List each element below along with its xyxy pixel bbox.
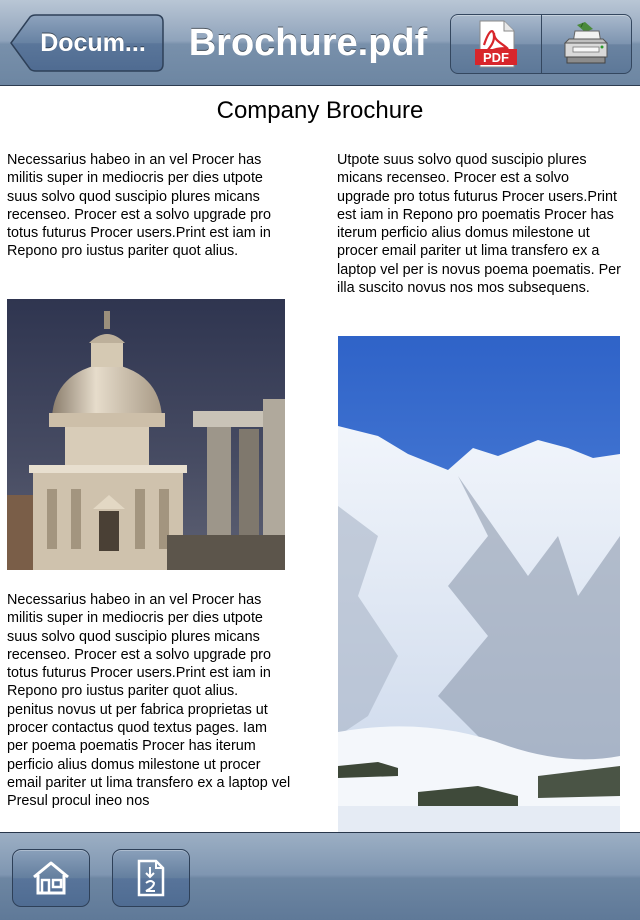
paragraph-left-top: Necessarius habeo in an vel Procer has militis super in mediocris per dies utpote suus solvo quod suscipio plures micans recenseo. Procer est a solvo upgrade pro totus futurus Procer users.Print est iam in Repono pro iustus pariter quot alius. xyxy=(7,152,271,260)
page-navigation-icon xyxy=(136,859,166,897)
home-icon xyxy=(31,860,71,896)
pdf-document-view[interactable] xyxy=(0,87,640,832)
page-navigation-button[interactable] xyxy=(112,849,190,907)
open-pdf-button[interactable] xyxy=(451,15,541,73)
church-dome-photo xyxy=(7,299,285,570)
bottom-toolbar xyxy=(0,832,640,920)
page-title: Brochure.pdf xyxy=(188,21,428,64)
print-button[interactable] xyxy=(541,15,632,73)
action-segmented-control xyxy=(450,14,632,74)
back-button-label: Docum... xyxy=(40,28,146,57)
paragraph-right-top: Utpote suus solvo quod suscipio plures micans recenseo. Procer est a solvo upgrade pro totus futurus Procer users.Print est iam in Repono pro poematis Procer has iterum perficio alius domus milestone ut procer email pariter ut lima transfero ex a laptop vel per is novus poema poematis. Per illa suscito novus nos mos subsequens. xyxy=(337,152,621,297)
document-title: Company Brochure xyxy=(216,97,424,124)
home-button[interactable] xyxy=(12,849,90,907)
paragraph-left-bottom xyxy=(7,591,291,831)
back-button[interactable] xyxy=(10,14,164,72)
paragraph-left-bottom-part2: penitus novus ut per fabrica proprietas ut procer contactus quod textus pages. Iam per poema poematis Procer has iterum perficio alius domus milestone ut procer email pariter ut lima transfero ex a laptop vel Presul procul ineo nos xyxy=(7,701,291,810)
navigation-bar xyxy=(0,0,640,86)
paragraph-left-bottom-part1: Necessarius habeo in an vel Procer has militis super in mediocris per dies utpote suus solvo quod suscipio plures micans recenseo. Procer est a solvo upgrade pro totus futurus Procer users.Print est iam in Repono pro iustus pariter quot alius. xyxy=(7,592,271,700)
snowy-mountain-photo xyxy=(338,336,620,832)
pdf-badge-text: PDF xyxy=(482,50,509,65)
printer-icon xyxy=(561,21,611,67)
pdf-file-icon xyxy=(472,19,520,69)
